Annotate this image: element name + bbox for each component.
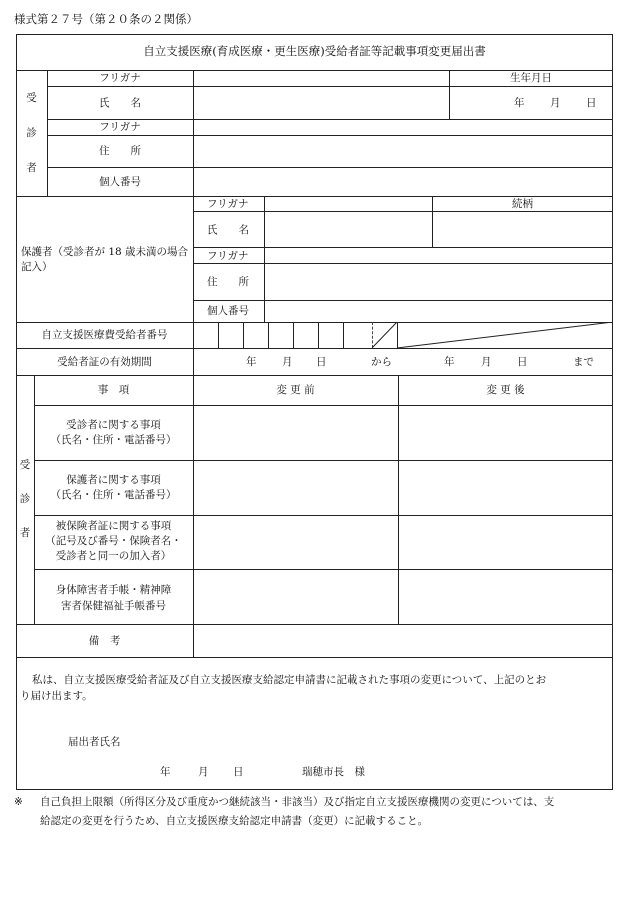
declaration-month: 月: [198, 766, 209, 778]
guardian-address-field[interactable]: [265, 264, 613, 300]
recipient-number-label: 自立支援医療費受給者番号: [41, 329, 168, 341]
guardian-relationship-label: 続柄: [512, 198, 533, 210]
footnote-line-2: 給認定の変更を行うため、自立支援医療支給認定申請書（変更）に記載すること。: [40, 815, 429, 827]
guardian-name-field[interactable]: [265, 212, 432, 247]
birthdate-day: 日: [586, 97, 597, 109]
change-row-3-line-3: 受診者と同一の加入者）: [55, 550, 172, 562]
patient-section-label-2: 診: [26, 127, 37, 139]
patient-name-label: 氏 名: [99, 97, 141, 109]
change-row-2-line-2: （氏名・住所・電話番号）: [50, 489, 177, 501]
change-row-2-before-field[interactable]: [194, 461, 398, 515]
validity-from: から: [371, 356, 392, 368]
change-row-4-after-field[interactable]: [399, 570, 613, 624]
patient-section-label-1: 受: [26, 92, 37, 104]
change-row-4-line-1: 身体障害者手帳・精神障: [55, 584, 172, 596]
change-row-3-line-1: 被保険者証に関する事項: [55, 520, 172, 532]
validity-end-year: 年: [444, 356, 455, 368]
change-row-3-after-field[interactable]: [399, 516, 613, 569]
change-row-1-before-field[interactable]: [194, 406, 398, 460]
guardian-relationship-field[interactable]: [433, 212, 613, 247]
validity-start-day: 日: [316, 356, 327, 368]
declaration-line-1: 私は、自立支援医療受給者証及び自立支援医療支給認定申請書に記載された事項の変更について、上記のとお: [32, 674, 547, 686]
change-row-2-line-1: 保護者に関する事項: [66, 474, 161, 486]
birthdate-label: 生年月日: [510, 72, 552, 84]
validity-start-year: 年: [246, 356, 257, 368]
patient-personal-number-field[interactable]: [194, 168, 613, 196]
applicant-name-field[interactable]: [135, 731, 435, 749]
addressee: 瑞穂市長 様: [302, 766, 365, 778]
validity-start-month: 月: [282, 356, 293, 368]
recipient-number-field[interactable]: [194, 323, 372, 348]
change-row-3-line-2: （記号及び番号・保険者名・: [45, 535, 182, 547]
validity-label: 受給者証の有効期間: [57, 356, 152, 368]
declaration-year: 年: [160, 766, 171, 778]
change-row-4-line-2: 害者保健福祉手帳番号: [61, 600, 166, 612]
column-before-header: 変 更 前: [276, 384, 315, 396]
guardian-name-label: 氏 名: [207, 224, 249, 236]
change-row-4-before-field[interactable]: [194, 570, 398, 624]
change-row-1-line-2: （氏名・住所・電話番号）: [50, 434, 177, 446]
patient-address-label: 住 所: [99, 145, 141, 157]
recipient-number-diagonals: [372, 322, 613, 348]
guardian-address-label: 住 所: [207, 276, 249, 288]
remarks-label: 備 考: [88, 635, 121, 647]
column-item-header: 事 項: [97, 384, 130, 396]
changes-section-label-1: 受: [19, 459, 31, 471]
change-row-3-before-field[interactable]: [194, 516, 398, 569]
declaration-day: 日: [233, 766, 244, 778]
validity-until: まで: [573, 356, 594, 368]
footnote-line-1: 自己負担上限額（所得区分及び重度かつ継続該当・非該当）及び指定自立支援医療機関の変更については、支: [40, 796, 555, 808]
patient-furigana-label: フリガナ: [99, 72, 141, 84]
birthdate-month: 月: [550, 97, 561, 109]
patient-address-field[interactable]: [194, 136, 613, 167]
column-after-header: 変 更 後: [486, 384, 525, 396]
change-row-1-after-field[interactable]: [399, 406, 613, 460]
changes-section-label-2: 診: [19, 493, 31, 505]
change-row-2-after-field[interactable]: [399, 461, 613, 515]
footnote-mark: ※: [14, 796, 23, 808]
declaration-line-2: り届け出ます。: [20, 690, 93, 702]
patient-furigana-field[interactable]: [194, 71, 449, 86]
guardian-address-furigana-field[interactable]: [265, 248, 613, 263]
validity-end-day: 日: [517, 356, 528, 368]
patient-address-furigana-field[interactable]: [194, 120, 613, 135]
patient-name-field[interactable]: [194, 87, 449, 119]
guardian-furigana-label: フリガナ: [207, 198, 249, 210]
birthdate-year: 年: [514, 97, 525, 109]
change-row-1-line-1: 受診者に関する事項: [66, 419, 161, 431]
guardian-label: 保護者（受診者が 18 歳未満の場合記入）: [21, 246, 189, 273]
patient-section-label-3: 者: [26, 162, 37, 174]
guardian-furigana2-label: フリガナ: [207, 250, 249, 262]
guardian-furigana-field[interactable]: [265, 197, 432, 211]
remarks-field[interactable]: [194, 625, 613, 657]
patient-furigana2-label: フリガナ: [99, 121, 141, 133]
validity-end-month: 月: [481, 356, 492, 368]
form-title: 自立支援医療(育成医療・更生医療)受給者証等記載事項変更届出書: [143, 44, 486, 58]
patient-personal-number-label: 個人番号: [99, 176, 141, 188]
changes-section-label-3: 者: [19, 527, 31, 539]
guardian-personal-number-label: 個人番号: [207, 305, 249, 317]
form-number: 様式第２７号（第２０条の２関係）: [14, 12, 198, 26]
guardian-personal-number-field[interactable]: [265, 301, 613, 322]
applicant-name-label: 届出者氏名: [68, 736, 121, 748]
